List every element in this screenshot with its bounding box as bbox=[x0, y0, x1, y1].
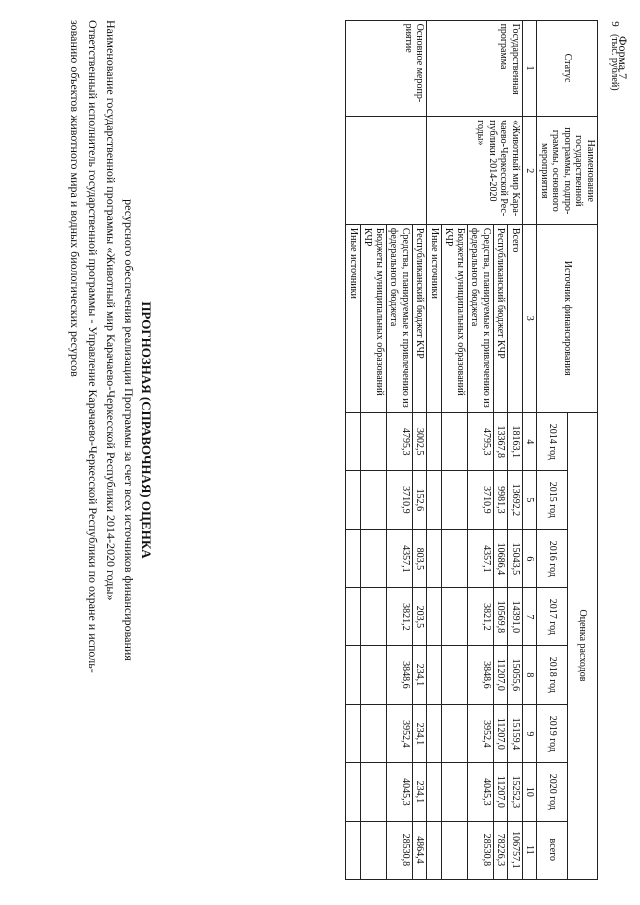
value-cell: 803,5 bbox=[413, 529, 428, 587]
value-cell bbox=[442, 821, 468, 879]
value-cell bbox=[427, 471, 442, 529]
program-name-cell: «Животный мир Кара-чаево-Черкесской Рес-публики 2014-2020 годы» bbox=[427, 116, 523, 224]
estimate-table bbox=[346, 20, 599, 880]
value-cell: 4795,3 bbox=[387, 412, 413, 470]
year-header: 2018 год bbox=[537, 646, 567, 704]
program-name-line: Наименование государственной программы «Животный мир Карачаево-Черкесской Республики 2014-2020 годы» bbox=[104, 20, 118, 601]
rotated-page bbox=[40, 20, 630, 880]
value-cell: 15252,3 bbox=[508, 763, 523, 821]
column-index: 4 bbox=[523, 412, 538, 470]
value-cell: 234,1 bbox=[413, 646, 428, 704]
value-cell: 3821,2 bbox=[468, 588, 494, 646]
value-cell: 4357,1 bbox=[387, 529, 413, 587]
value-cell: 234,1 bbox=[413, 763, 428, 821]
value-cell: 15055,6 bbox=[508, 646, 523, 704]
value-cell: 4795,3 bbox=[468, 412, 494, 470]
value-cell bbox=[346, 646, 361, 704]
year-header: 2016 год bbox=[537, 529, 567, 587]
name-header: Наименование государственной программы, подпро-граммы, основного мероприятия bbox=[537, 116, 598, 224]
status-cell: Основное меропр-риятие bbox=[346, 21, 427, 117]
value-cell: 13692,2 bbox=[508, 471, 523, 529]
value-cell: 4045,3 bbox=[387, 763, 413, 821]
value-cell bbox=[361, 821, 387, 879]
estimate-header: Оценка расходов bbox=[567, 412, 597, 879]
value-cell: 203,5 bbox=[413, 588, 428, 646]
value-cell: 3710,9 bbox=[387, 471, 413, 529]
value-cell: 4357,1 bbox=[468, 529, 494, 587]
page-number: 9 bbox=[608, 21, 621, 27]
table-row bbox=[508, 21, 523, 880]
source-cell: Иные источники bbox=[346, 225, 361, 413]
value-cell bbox=[346, 821, 361, 879]
column-index: 11 bbox=[523, 821, 538, 879]
source-cell: Республиканский бюджет КЧР bbox=[494, 225, 509, 413]
value-cell bbox=[427, 412, 442, 470]
column-index: 2 bbox=[523, 116, 538, 224]
value-cell: 4045,3 bbox=[468, 763, 494, 821]
value-cell: 3848,6 bbox=[468, 646, 494, 704]
value-cell bbox=[442, 646, 468, 704]
value-cell: 10569,8 bbox=[494, 588, 509, 646]
value-cell bbox=[346, 763, 361, 821]
value-cell: 28530,8 bbox=[387, 821, 413, 879]
page-title: ПРОГНОЗНАЯ (СПРАВОЧНАЯ) ОЦЕНКА bbox=[139, 301, 154, 559]
value-cell: 14391,0 bbox=[508, 588, 523, 646]
value-cell bbox=[442, 588, 468, 646]
unit-text: (тыс. рублей) bbox=[609, 34, 620, 91]
value-cell: 106757,1 bbox=[508, 821, 523, 879]
value-cell: 234,1 bbox=[413, 704, 428, 762]
year-header: 2019 год bbox=[537, 704, 567, 762]
value-cell: 15159,4 bbox=[508, 704, 523, 762]
source-cell: Всего bbox=[508, 225, 523, 413]
column-index: 6 bbox=[523, 529, 538, 587]
status-cell: Государственная программа bbox=[427, 21, 523, 117]
source-header: Источник финансирования bbox=[537, 225, 598, 413]
value-cell bbox=[427, 763, 442, 821]
value-cell bbox=[427, 588, 442, 646]
value-cell bbox=[442, 763, 468, 821]
column-index: 3 bbox=[523, 225, 538, 413]
value-cell bbox=[361, 704, 387, 762]
year-header: 2020 год bbox=[537, 763, 567, 821]
page-subtitle: ресурсного обеспечения реализации Программы за счет всех источников финансирования bbox=[122, 199, 136, 661]
value-cell: 4864,4 bbox=[413, 821, 428, 879]
value-cell bbox=[346, 704, 361, 762]
column-index: 5 bbox=[523, 471, 538, 529]
column-index: 10 bbox=[523, 763, 538, 821]
executor-line-1: Ответственный исполнитель государственной программы - Управление Карачаево-Черкесской Республики по охране и исполь- bbox=[86, 20, 100, 673]
value-cell: 10686,4 bbox=[494, 529, 509, 587]
value-cell bbox=[427, 704, 442, 762]
source-cell: Бюджеты муниципальных образований КЧР bbox=[361, 225, 387, 413]
year-header: всего bbox=[537, 821, 567, 879]
value-cell: 3002,5 bbox=[413, 412, 428, 470]
value-cell bbox=[361, 471, 387, 529]
value-cell: 3952,4 bbox=[387, 704, 413, 762]
year-header: 2015 год bbox=[537, 471, 567, 529]
value-cell bbox=[346, 529, 361, 587]
value-cell: 152,6 bbox=[413, 471, 428, 529]
form-label: Форма 7 bbox=[616, 36, 630, 80]
value-cell bbox=[346, 471, 361, 529]
value-cell: 15043,5 bbox=[508, 529, 523, 587]
value-cell: 78226,3 bbox=[494, 821, 509, 879]
source-cell: Бюджеты муниципальных образований КЧР bbox=[442, 225, 468, 413]
value-cell: 18163,1 bbox=[508, 412, 523, 470]
value-cell bbox=[442, 529, 468, 587]
value-cell: 11207,0 bbox=[494, 704, 509, 762]
value-cell bbox=[442, 704, 468, 762]
value-cell: 11207,0 bbox=[494, 646, 509, 704]
value-cell: 3952,4 bbox=[468, 704, 494, 762]
value-cell: 13367,8 bbox=[494, 412, 509, 470]
column-index: 7 bbox=[523, 588, 538, 646]
value-cell bbox=[361, 529, 387, 587]
value-cell: 3848,6 bbox=[387, 646, 413, 704]
value-cell bbox=[346, 588, 361, 646]
value-cell bbox=[427, 821, 442, 879]
column-index: 9 bbox=[523, 704, 538, 762]
value-cell bbox=[361, 763, 387, 821]
value-cell bbox=[427, 529, 442, 587]
source-cell: Республиканский бюджет КЧР bbox=[413, 225, 428, 413]
value-cell bbox=[427, 646, 442, 704]
column-index: 1 bbox=[523, 21, 538, 117]
source-cell: Средства, планируемые к привлечению из федерального бюджета bbox=[468, 225, 494, 413]
table-row bbox=[413, 21, 428, 880]
value-cell: 28530,8 bbox=[468, 821, 494, 879]
value-cell bbox=[442, 471, 468, 529]
source-cell: Средства, планируемые к привлечению из федерального бюджета bbox=[387, 225, 413, 413]
value-cell bbox=[361, 412, 387, 470]
value-cell bbox=[361, 646, 387, 704]
column-index: 8 bbox=[523, 646, 538, 704]
year-header: 2014 год bbox=[537, 412, 567, 470]
value-cell bbox=[346, 412, 361, 470]
value-cell bbox=[442, 412, 468, 470]
value-cell: 11207,0 bbox=[494, 763, 509, 821]
year-header: 2017 год bbox=[537, 588, 567, 646]
value-cell: 3710,9 bbox=[468, 471, 494, 529]
value-cell bbox=[361, 588, 387, 646]
source-cell: Иные источники bbox=[427, 225, 442, 413]
value-cell: 3821,2 bbox=[387, 588, 413, 646]
value-cell: 9981,3 bbox=[494, 471, 509, 529]
executor-line-2: зованию объектов животного мира и водных биологических ресурсов bbox=[68, 20, 82, 377]
program-name-cell bbox=[346, 116, 427, 224]
status-header: Статус bbox=[537, 21, 598, 117]
